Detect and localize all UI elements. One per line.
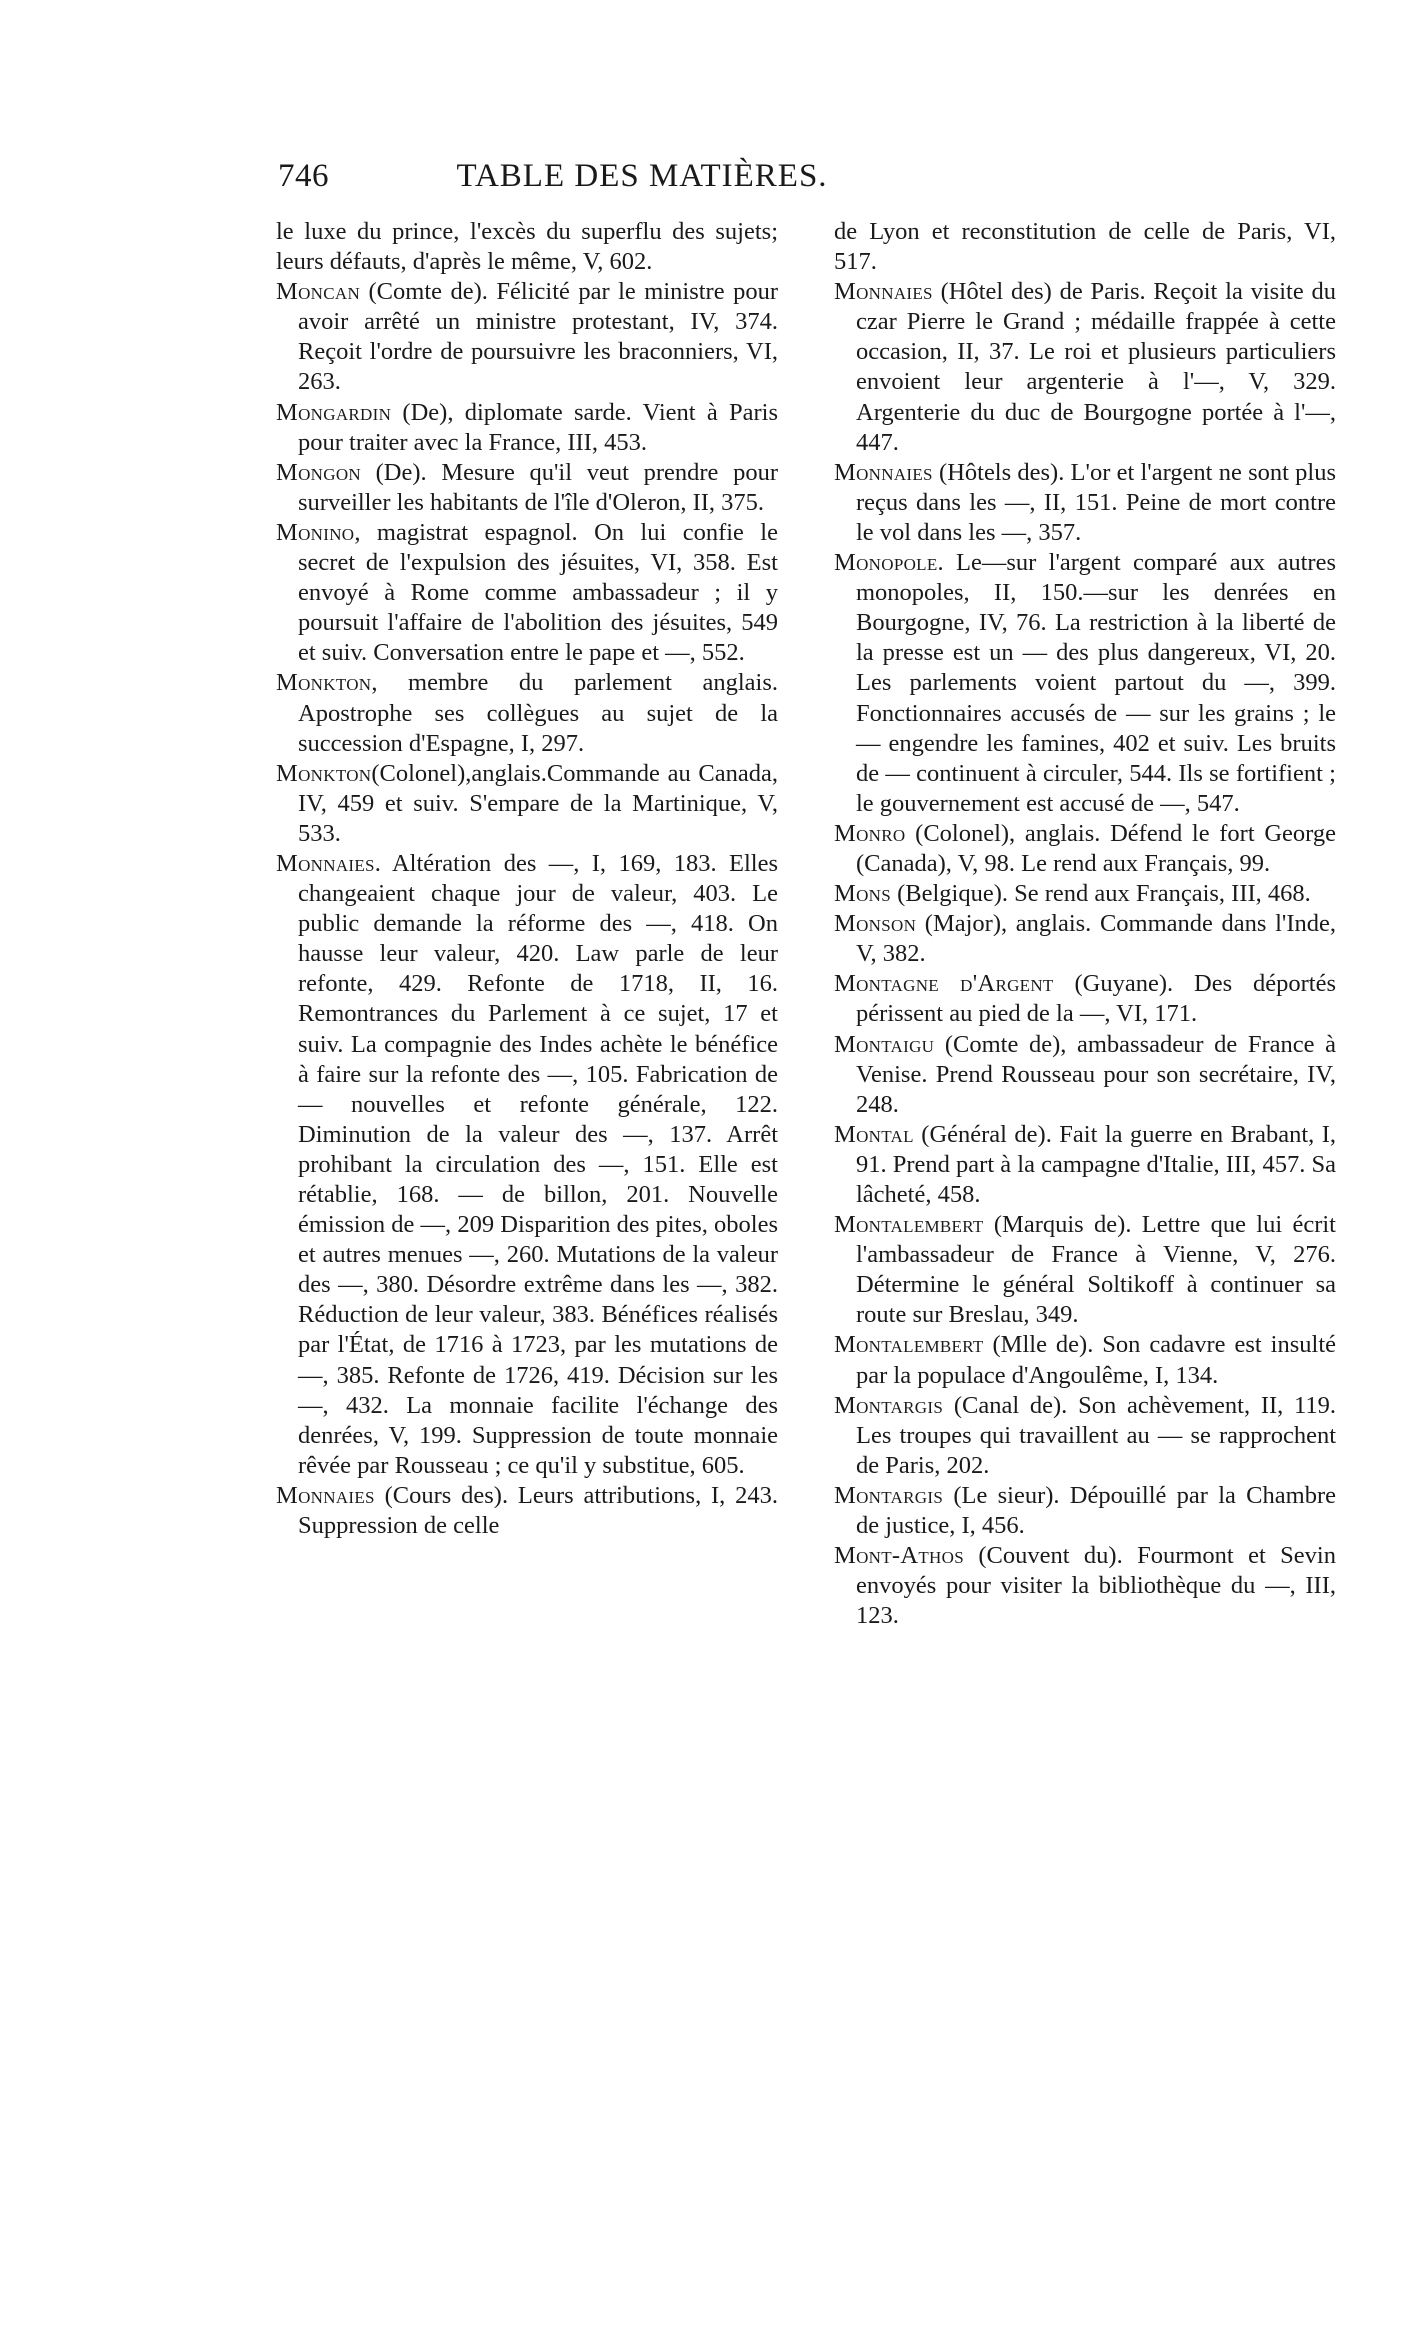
entry-headword: Monnaies <box>834 458 933 486</box>
entry-headword: Mont-Athos <box>834 1542 964 1570</box>
index-entry <box>276 759 778 849</box>
entry-headword: Montaigu <box>834 1030 935 1058</box>
entry-text: (Colonel), anglais. Défend le fort George (Canada), V, 98. Le rend aux Français, 99. <box>856 819 1336 877</box>
index-entry <box>834 1481 1336 1541</box>
entry-text: de Lyon et reconstitution de celle de Paris, VI, 517. <box>834 218 1336 276</box>
index-entry <box>834 969 1336 1029</box>
entry-text: (Guyane). Des déportés périssent au pied de la —, VI, 171. <box>856 970 1336 1028</box>
index-entry <box>834 1120 1336 1210</box>
entry-headword: Montargis <box>834 1391 944 1419</box>
entry-text: (Colonel),anglais.Commande au Canada, IV, 459 et suiv. S'empare de la Martinique, V, 533. <box>298 759 778 847</box>
entry-headword: Mongardin <box>276 398 392 426</box>
entry-headword: Mongon <box>276 458 361 486</box>
index-entry <box>834 1391 1336 1481</box>
entry-text: (Hôtel des) de Paris. Reçoit la visite du czar Pierre le Grand ; médaille frappée à cette occasion, II, 37. Le roi et plusieurs particuliers envoient leur argenterie à l'—, V, 329. Argenterie du duc de Bourgogne portée à l'—, 447. <box>856 278 1336 456</box>
entry-text: , membre du parlement anglais. Apostrophe ses collègues au sujet de la succession d'Espagne, I, 297. <box>298 669 778 757</box>
entry-headword: Monson <box>834 910 917 938</box>
entry-text: le luxe du prince, l'excès du superflu des sujets; leurs défauts, d'après le même, V, 602. <box>276 218 778 276</box>
index-entry <box>834 819 1336 879</box>
left-column <box>276 217 778 1541</box>
entry-text: (Major), anglais. Commande dans l'Inde, V, 382. <box>856 910 1336 968</box>
entry-text: (Cours des). Leurs attributions, I, 243. Suppression de celle <box>298 1481 778 1540</box>
index-entry <box>834 458 1336 548</box>
entry-text: . Le—sur l'argent comparé aux autres monopoles, II, 150.—sur les denrées en Bourgogne, IV, 76. La restriction à la liberté de la presse est un — des plus dangereux, VI, 20. Les parlements voient partout du —, 399. Fonctionnaires accusés de — sur les grains ; le — engendre les famines, 402 et suiv. Les bruits de — continuent à circuler, 544. Ils se fortifient ; le gouvernement est accusé de —, 547. <box>856 549 1336 817</box>
entry-headword: Monnaies <box>834 278 933 306</box>
page-number: 746 <box>278 158 329 194</box>
entry-text: (Marquis de). Lettre que lui écrit l'ambassadeur de France à Vienne, V, 276. Détermine le général Soltikoff à continuer sa route sur Breslau, 349. <box>856 1211 1336 1329</box>
entry-text: , magistrat espagnol. On lui confie le secret de l'expulsion des jésuites, VI, 358. Est envoyé à Rome comme ambassadeur ; il y poursuit l'affaire de l'abolition des jésuites, 549 et suiv. Conversation entre le pape et —, 552. <box>298 518 778 667</box>
entry-headword: Montargis <box>834 1481 944 1509</box>
entry-text: (Le sieur). Dépouillé par la Chambre de justice, I, 456. <box>856 1481 1336 1540</box>
index-entry <box>834 1030 1336 1120</box>
entry-text: (Comte de). Félicité par le ministre pour avoir arrêté un ministre protestant, IV, 374. Reçoit l'ordre de poursuivre les braconniers, VI, 263. <box>298 278 778 396</box>
index-entry <box>276 518 778 668</box>
page-header <box>278 158 1006 202</box>
entry-text: (De), diplomate sarde. Vient à Paris pour traiter avec la France, III, 453. <box>298 398 778 456</box>
entry-text: (Comte de), ambassadeur de France à Venise. Prend Rousseau pour son secrétaire, IV, 248. <box>856 1030 1336 1118</box>
entry-headword: Monino <box>276 518 355 546</box>
entry-text: (Général de). Fait la guerre en Brabant, I, 91. Prend part à la campagne d'Italie, III, 457. Sa lâcheté, 458. <box>856 1120 1336 1208</box>
entry-text: (Mlle de). Son cadavre est insulté par la populace d'Angoulême, I, 134. <box>856 1331 1336 1389</box>
entry-text: (Hôtels des). L'or et l'argent ne sont plus reçus dans les —, II, 151. Peine de mort contre le vol dans les —, 357. <box>856 458 1336 546</box>
index-entry <box>834 217 1336 277</box>
index-entry <box>834 1541 1336 1631</box>
running-title: TABLE DES MATIÈRES. <box>456 158 828 194</box>
index-entry <box>834 277 1336 458</box>
entry-headword: Monnaies <box>276 1481 375 1509</box>
entry-headword: Mons <box>834 880 891 908</box>
entry-headword: Monkton <box>276 759 372 787</box>
entry-headword: Moncan <box>276 278 361 306</box>
index-entry <box>276 277 778 397</box>
entry-text: (Belgique). Se rend aux Français, III, 468. <box>891 880 1311 908</box>
entry-headword: Montalembert <box>834 1331 984 1359</box>
entry-headword: Montalembert <box>834 1211 984 1239</box>
entry-text: (Couvent du). Fourmont et Sevin envoyés pour visiter la bibliothèque du —, III, 123. <box>856 1542 1336 1630</box>
entry-headword: Monopole <box>834 549 938 577</box>
index-entry <box>276 1481 778 1541</box>
entry-headword: Monkton <box>276 669 372 697</box>
index-entry <box>834 879 1336 909</box>
right-column <box>834 217 1336 1631</box>
index-entry <box>834 1330 1336 1390</box>
index-entry <box>276 398 778 458</box>
entry-text: . Altération des —, I, 169, 183. Elles changeaient chaque jour de valeur, 403. Le public demande la réforme des —, 418. On hausse leur valeur, 420. Law parle de leur refonte, 429. Refonte de 1718, II, 16. Remontrances du Parlement à ce sujet, 17 et suiv. La compagnie des Indes achète le bénéfice à faire sur la refonte des —, 105. Fabrication de — nouvelles et refonte générale, 122. Diminution de la valeur des —, 137. Arrêt prohibant la circulation des —, 151. Elle est rétablie, 168. — de billon, 201. Nouvelle émission de —, 209 Disparition des pites, oboles et autres menues —, 260. Mutations de la valeur des —, 380. Désordre extrême dans les —, 382. Réduction de leur valeur, 383. Bénéfices réalisés par l'État, de 1716 à 1723, par les mutations de —, 385. Refonte de 1726, 419. Décision sur les —, 432. La monnaie facilite l'échange des denrées, V, 199. Suppression de toute monnaie rêvée par Rousseau ; ce qu'il y substitue, 605. <box>298 849 778 1479</box>
index-entry <box>276 668 778 758</box>
index-entry <box>834 548 1336 819</box>
entry-headword: Montal <box>834 1120 914 1148</box>
entry-headword: Monro <box>834 819 906 847</box>
index-entry <box>834 909 1336 969</box>
entry-text: (Canal de). Son achèvement, II, 119. Les troupes qui travaillent au — se rapprochent de Paris, 202. <box>856 1391 1336 1479</box>
entry-headword: Monnaies <box>276 849 375 877</box>
index-entry <box>276 217 778 277</box>
entry-headword: Montagne d'Argent <box>834 970 1054 998</box>
index-entry <box>276 849 778 1481</box>
entry-text: (De). Mesure qu'il veut prendre pour surveiller les habitants de l'île d'Oleron, II, 375. <box>298 458 778 516</box>
index-entry <box>276 458 778 518</box>
index-entry <box>834 1210 1336 1330</box>
